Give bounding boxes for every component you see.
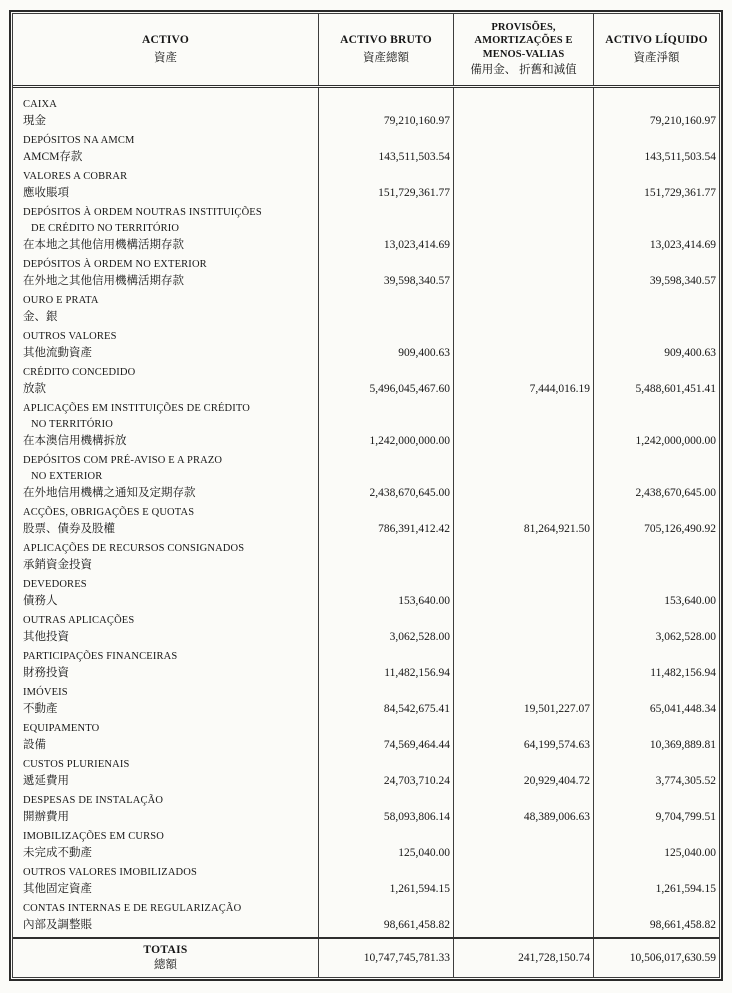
provisions-value: 19,501,227.07 [523, 703, 590, 715]
provisions-value-cell [453, 717, 593, 753]
table-row [13, 201, 719, 253]
net-value-cell [593, 501, 719, 537]
table-row [13, 289, 719, 325]
net-value: 3,774,305.52 [655, 775, 716, 787]
gross-value-cell [318, 753, 453, 789]
asset-name-zh: 開辦費用 [23, 811, 69, 823]
gross-value: 125,040.00 [398, 847, 450, 859]
asset-name-pt-line: OUTROS VALORES IMOBILIZADOS [23, 867, 198, 878]
net-value: 5,488,601,451.41 [635, 383, 716, 395]
gross-value-cell [318, 449, 453, 501]
provisions-value-cell [453, 325, 593, 361]
net-value-cell [593, 361, 719, 397]
asset-name-pt [23, 505, 314, 521]
provisions-value-cell [453, 861, 593, 897]
provisions-value: 7,444,016.19 [529, 383, 590, 395]
gross-value-cell [318, 165, 453, 201]
asset-name-zh: 其他流動資產 [23, 347, 92, 359]
provisions-value-cell [453, 573, 593, 609]
net-value-cell [593, 449, 719, 501]
gross-value-cell [318, 609, 453, 645]
table-row [13, 645, 719, 681]
asset-name-pt-line: IMOBILIZAÇÕES EM CURSO [23, 831, 164, 842]
provisions-value-cell [453, 289, 593, 325]
header-provisoes-pt-line1: PROVISÕES, [491, 21, 556, 33]
gross-value: 2,438,670,645.00 [369, 487, 450, 499]
net-value: 65,041,448.34 [649, 703, 716, 715]
gross-value-cell [318, 897, 453, 933]
net-value: 98,661,458.82 [649, 919, 716, 931]
gross-value-cell [318, 129, 453, 165]
table-row [13, 129, 719, 165]
gross-value-cell [318, 789, 453, 825]
net-value: 11,482,156.94 [650, 667, 716, 679]
gross-value: 74,569,464.44 [383, 739, 450, 751]
net-value-cell [593, 861, 719, 897]
gross-value: 1,242,000,000.00 [369, 435, 450, 447]
asset-label-cell [13, 573, 318, 609]
asset-label-cell [13, 201, 318, 253]
net-value-cell [593, 537, 719, 573]
provisions-value-cell [453, 449, 593, 501]
header-provisoes-zh: 備用金、 折舊和減值 [470, 64, 577, 77]
asset-name-zh: 內部及調整賬 [23, 919, 92, 931]
table-row [13, 609, 719, 645]
asset-name-pt-line: DESPESAS DE INSTALAÇÃO [23, 795, 164, 806]
net-value: 13,023,414.69 [649, 239, 716, 251]
net-value-cell [593, 681, 719, 717]
provisions-value-cell [453, 501, 593, 537]
table-row [13, 681, 719, 717]
asset-label-cell [13, 289, 318, 325]
asset-name-pt [23, 453, 314, 485]
header-cell-activo [13, 14, 318, 85]
net-value-cell [593, 645, 719, 681]
provisions-value-cell [453, 897, 593, 933]
gross-value-cell [318, 501, 453, 537]
table-row [13, 361, 719, 397]
gross-value: 153,640.00 [398, 595, 450, 607]
asset-name-zh: 應收賬項 [23, 187, 69, 199]
totals-label-cell [13, 939, 318, 977]
asset-label-cell [13, 361, 318, 397]
net-value: 153,640.00 [664, 595, 716, 607]
gross-value: 3,062,528.00 [389, 631, 450, 643]
gross-value: 84,542,675.41 [383, 703, 450, 715]
asset-name-pt-line: OUTRAS APLICAÇÕES [23, 615, 135, 626]
asset-name-pt-line: OUTROS VALORES [23, 331, 117, 342]
asset-name-zh: 其他固定資產 [23, 883, 92, 895]
header-cell-provisoes [453, 14, 593, 85]
table-row [13, 897, 719, 933]
net-value: 79,210,160.97 [649, 115, 716, 127]
asset-name-pt [23, 541, 314, 557]
asset-name-zh: 在本地之其他信用機構活期存款 [23, 239, 184, 251]
table-row [13, 397, 719, 449]
header-activo-bruto-zh: 資產總額 [363, 52, 409, 64]
gross-value: 39,598,340.57 [383, 275, 450, 287]
asset-name-pt [23, 293, 314, 309]
asset-name-pt [23, 649, 314, 665]
net-value-cell [593, 753, 719, 789]
table-row [13, 825, 719, 861]
net-value-cell [593, 201, 719, 253]
header-cell-activo-liquido [593, 14, 719, 85]
asset-name-zh: 在本澳信用機構拆放 [23, 435, 127, 447]
provisions-value-cell [453, 397, 593, 449]
gross-value: 143,511,503.54 [378, 151, 450, 163]
provisions-value-cell [453, 609, 593, 645]
asset-name-pt-line: NO EXTERIOR [31, 471, 103, 482]
net-value: 3,062,528.00 [655, 631, 716, 643]
asset-label-cell [13, 253, 318, 289]
provisions-value-cell [453, 165, 593, 201]
net-value-cell [593, 253, 719, 289]
gross-value-cell [318, 201, 453, 253]
gross-value: 11,482,156.94 [384, 667, 450, 679]
provisions-value-cell [453, 789, 593, 825]
header-provisoes-pt-line2: AMORTIZAÇÕES E [474, 35, 573, 47]
provisions-value-cell [453, 201, 593, 253]
asset-label-cell [13, 681, 318, 717]
net-value: 1,261,594.15 [655, 883, 716, 895]
asset-name-pt-line: DEPÓSITOS À ORDEM NO EXTERIOR [23, 259, 207, 270]
net-value-cell [593, 609, 719, 645]
gross-value-cell [318, 825, 453, 861]
table-body [13, 88, 719, 937]
gross-value: 24,703,710.24 [383, 775, 450, 787]
gross-value-cell [318, 93, 453, 129]
asset-name-pt [23, 757, 314, 773]
gross-value-cell [318, 325, 453, 361]
net-value: 1,242,000,000.00 [635, 435, 716, 447]
asset-name-zh: AMCM存款 [23, 151, 83, 163]
asset-name-zh: 在外地信用機構之通知及定期存款 [23, 487, 196, 499]
net-value-cell [593, 397, 719, 449]
asset-name-zh: 在外地之其他信用機構活期存款 [23, 275, 184, 287]
table-row [13, 573, 719, 609]
provisions-value-cell [453, 253, 593, 289]
net-value-cell [593, 289, 719, 325]
asset-name-zh: 債務人 [23, 595, 58, 607]
net-value: 125,040.00 [664, 847, 716, 859]
gross-value-cell [318, 537, 453, 573]
table-row [13, 449, 719, 501]
net-value: 909,400.63 [664, 347, 716, 359]
table-header-row [13, 14, 719, 88]
asset-name-pt [23, 169, 314, 185]
table-outer-frame [9, 10, 723, 981]
asset-name-pt [23, 829, 314, 845]
asset-name-zh: 金、銀 [23, 311, 58, 323]
gross-value-cell [318, 573, 453, 609]
net-value-cell [593, 717, 719, 753]
asset-name-pt [23, 613, 314, 629]
asset-name-pt-line: IMÓVEIS [23, 687, 68, 698]
net-value: 151,729,361.77 [644, 187, 716, 199]
header-activo-liquido-zh: 資產淨額 [633, 52, 680, 64]
table-row [13, 537, 719, 573]
gross-value: 58,093,806.14 [383, 811, 450, 823]
asset-name-pt-line: CAIXA [23, 99, 57, 110]
net-value: 9,704,799.51 [655, 811, 716, 823]
gross-value: 909,400.63 [398, 347, 450, 359]
asset-name-zh: 其他投資 [23, 631, 69, 643]
asset-label-cell [13, 753, 318, 789]
net-value-cell [593, 789, 719, 825]
header-cell-activo-bruto [318, 14, 453, 85]
net-value-cell [593, 825, 719, 861]
table-row [13, 861, 719, 897]
gross-value-cell [318, 681, 453, 717]
totals-label-zh: 總額 [154, 959, 177, 971]
asset-name-pt [23, 133, 314, 149]
asset-label-cell [13, 789, 318, 825]
provisions-value-cell [453, 645, 593, 681]
asset-name-pt-line: CONTAS INTERNAS E DE REGULARIZAÇÃO [23, 903, 242, 914]
gross-value: 5,496,045,467.60 [369, 383, 450, 395]
asset-name-pt [23, 865, 314, 881]
table-row [13, 253, 719, 289]
provisions-value-cell [453, 93, 593, 129]
net-value-cell [593, 93, 719, 129]
provisions-value-cell [453, 753, 593, 789]
asset-name-pt [23, 901, 314, 917]
header-activo-zh: 資產 [154, 52, 177, 64]
totals-row [13, 937, 719, 977]
asset-name-pt [23, 401, 314, 433]
asset-name-zh: 未完成不動產 [23, 847, 92, 859]
asset-name-pt-line: CUSTOS PLURIENAIS [23, 759, 130, 770]
table-inner-frame [12, 13, 720, 978]
net-value: 39,598,340.57 [649, 275, 716, 287]
asset-name-pt-line: CRÉDITO CONCEDIDO [23, 367, 136, 378]
table-row [13, 753, 719, 789]
asset-label-cell [13, 717, 318, 753]
asset-name-zh: 股票、債券及股權 [23, 523, 115, 535]
column-separator-2 [453, 88, 454, 937]
table-row [13, 93, 719, 129]
provisions-value-cell [453, 537, 593, 573]
provisions-value: 20,929,404.72 [523, 775, 590, 787]
provisions-value: 64,199,574.63 [523, 739, 590, 751]
gross-value-cell [318, 289, 453, 325]
gross-value-cell [318, 717, 453, 753]
asset-name-pt [23, 205, 314, 237]
asset-label-cell [13, 645, 318, 681]
asset-name-pt-line: DEPÓSITOS COM PRÉ-AVISO E A PRAZO [23, 455, 223, 466]
asset-name-zh: 承銷資金投資 [23, 559, 92, 571]
net-value: 143,511,503.54 [644, 151, 716, 163]
gross-value: 13,023,414.69 [383, 239, 450, 251]
gross-value-cell [318, 861, 453, 897]
column-separator-3 [593, 88, 594, 937]
asset-name-pt-line: DEPÓSITOS À ORDEM NOUTRAS INSTITUIÇÕES [23, 207, 262, 218]
asset-name-zh: 放款 [23, 383, 46, 395]
gross-value-cell [318, 397, 453, 449]
header-provisoes-pt-line3: MENOS-VALIAS [482, 48, 565, 60]
header-activo-pt: ACTIVO [142, 34, 189, 46]
asset-label-cell [13, 825, 318, 861]
header-activo-liquido-pt: ACTIVO LÍQUIDO [605, 34, 708, 46]
table-row [13, 501, 719, 537]
net-value-cell [593, 573, 719, 609]
asset-label-cell [13, 537, 318, 573]
asset-name-pt-line: APLICAÇÕES EM INSTITUIÇÕES DE CRÉDITO [23, 403, 251, 414]
net-value: 10,369,889.81 [649, 739, 716, 751]
table-row [13, 717, 719, 753]
totals-label-pt: TOTAIS [143, 944, 188, 956]
provisions-value: 81,264,921.50 [523, 523, 590, 535]
net-value-cell [593, 129, 719, 165]
gross-value-cell [318, 253, 453, 289]
net-value-cell [593, 897, 719, 933]
gross-value: 786,391,412.42 [378, 523, 450, 535]
net-value-cell [593, 325, 719, 361]
asset-name-pt-line: NO TERRITÓRIO [31, 419, 113, 430]
totals-net-value: 10,506,017,630.59 [593, 939, 719, 977]
asset-name-pt-line: DE CRÉDITO NO TERRITÓRIO [31, 223, 180, 234]
asset-name-pt [23, 97, 314, 113]
net-value: 705,126,490.92 [644, 523, 716, 535]
asset-name-pt [23, 793, 314, 809]
totals-provisions-value: 241,728,150.74 [453, 939, 593, 977]
provisions-value: 48,389,006.63 [523, 811, 590, 823]
asset-label-cell [13, 861, 318, 897]
gross-value-cell [318, 645, 453, 681]
asset-label-cell [13, 165, 318, 201]
provisions-value-cell [453, 129, 593, 165]
asset-name-zh: 遞延費用 [23, 775, 69, 787]
asset-name-pt [23, 721, 314, 737]
asset-name-zh: 現金 [23, 115, 46, 127]
asset-name-pt-line: VALORES A COBRAR [23, 171, 128, 182]
header-activo-bruto-pt: ACTIVO BRUTO [340, 34, 432, 46]
net-value: 2,438,670,645.00 [635, 487, 716, 499]
asset-name-zh: 設備 [23, 739, 46, 751]
table-row [13, 325, 719, 361]
provisions-value-cell [453, 361, 593, 397]
asset-label-cell [13, 93, 318, 129]
totals-gross-value: 10,747,745,781.33 [318, 939, 453, 977]
provisions-value-cell [453, 681, 593, 717]
asset-name-pt [23, 577, 314, 593]
asset-name-pt [23, 365, 314, 381]
asset-name-pt-line: EQUIPAMENTO [23, 723, 100, 734]
asset-label-cell [13, 501, 318, 537]
asset-label-cell [13, 449, 318, 501]
gross-value: 98,661,458.82 [383, 919, 450, 931]
asset-name-pt-line: APLICAÇÕES DE RECURSOS CONSIGNADOS [23, 543, 245, 554]
gross-value: 1,261,594.15 [389, 883, 450, 895]
column-separator-1 [318, 88, 319, 937]
asset-name-pt-line: DEPÓSITOS NA AMCM [23, 135, 135, 146]
asset-label-cell [13, 129, 318, 165]
gross-value-cell [318, 361, 453, 397]
gross-value: 79,210,160.97 [383, 115, 450, 127]
asset-name-pt [23, 685, 314, 701]
gross-value: 151,729,361.77 [378, 187, 450, 199]
asset-name-zh: 財務投資 [23, 667, 69, 679]
asset-name-zh: 不動產 [23, 703, 58, 715]
asset-label-cell [13, 609, 318, 645]
asset-name-pt [23, 257, 314, 273]
asset-name-pt-line: DEVEDORES [23, 579, 87, 590]
asset-label-cell [13, 897, 318, 933]
net-value-cell [593, 165, 719, 201]
table-row [13, 165, 719, 201]
asset-label-cell [13, 397, 318, 449]
asset-name-pt-line: PARTICIPAÇÕES FINANCEIRAS [23, 651, 178, 662]
provisions-value-cell [453, 825, 593, 861]
table-row [13, 789, 719, 825]
asset-name-pt [23, 329, 314, 345]
asset-label-cell [13, 325, 318, 361]
asset-name-pt-line: ACÇÕES, OBRIGAÇÕES E QUOTAS [23, 507, 195, 518]
asset-name-pt-line: OURO E PRATA [23, 295, 99, 306]
